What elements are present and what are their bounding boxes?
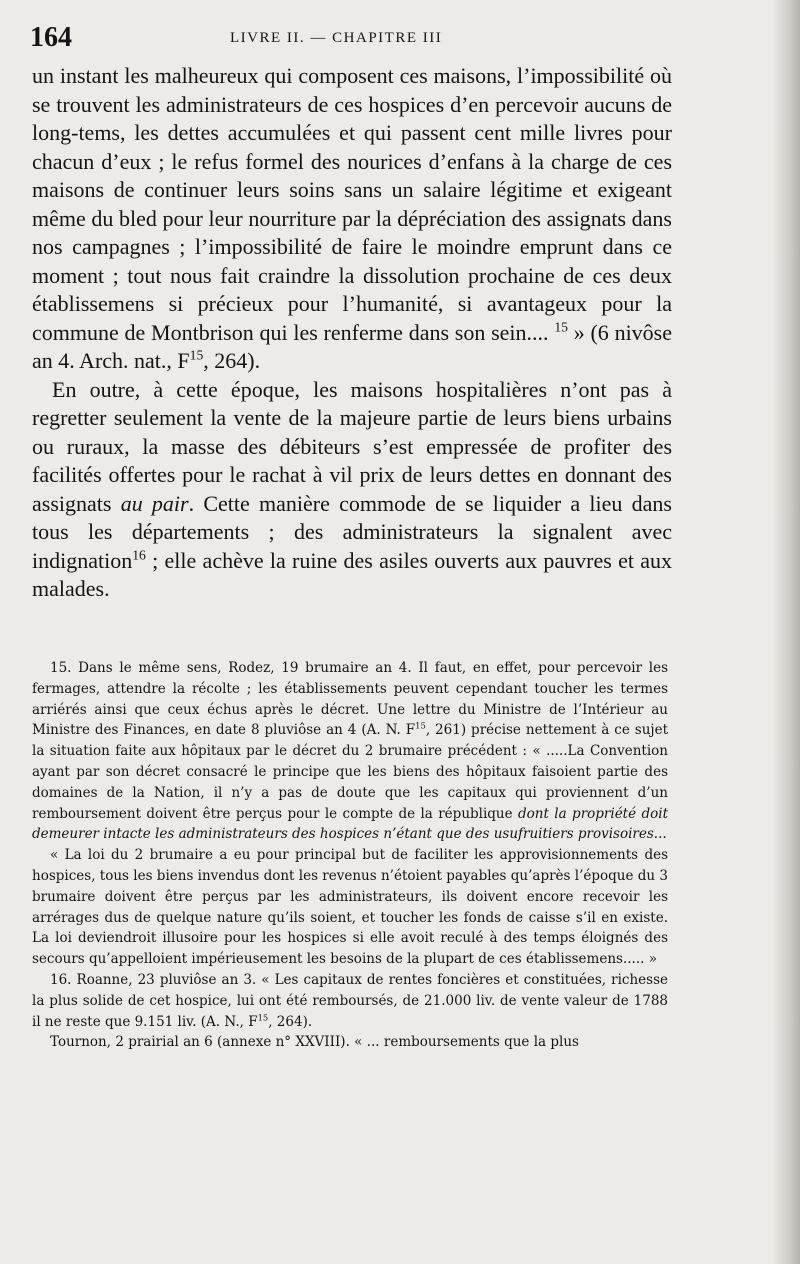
superscript-15: 15 [189, 347, 204, 363]
footnote-16-text-a: 16. Roanne, 23 pluviôse an 3. « Les capitaux de rentes foncières et constituées, richesse la plus solide de cet hospice, lui ont été remboursés, de 21.000 liv. de vente valeur de 1788 il ne reste que 9.151 liv. (A. N., F [32, 971, 668, 1030]
footnote-15 [32, 658, 668, 845]
footnote-16-superscript: 15 [257, 1012, 269, 1023]
paragraph-2 [32, 376, 672, 604]
footnote-15-text-a: 15. Dans le même sens, Rodez, 19 brumaire an 4. Il faut, en effet, pour percevoir les fermages, attendre la récolte ; les établissements peuvent cependant toucher les termes arriérés ainsi que ceux échus après le décret. Une lettre du Ministre de l’Intérieur au Ministre des Finances, en date 8 pluviôse an 4 (A. N. F [32, 660, 668, 739]
paragraph-2-italic: au pair [120, 490, 189, 516]
page-edge-shadow [772, 0, 800, 1264]
main-text [32, 62, 672, 604]
running-head: LIVRE II. — CHAPITRE III [230, 30, 443, 46]
footnote-16-continuation: Tournon, 2 prairial an 6 (annexe n° XXVIII). « ... remboursements que la plus [50, 1034, 579, 1051]
paragraph-1-citation: » (6 nivôse an 4. Arch. nat., F [32, 319, 673, 373]
footnote-16 [32, 970, 668, 1032]
footnote-ref-16: 16 [132, 547, 146, 563]
paragraph-1-text: un instant les malheureux qui composent ces maisons, l’impossibilité où se trouvent les administrateurs de ces hospices d’en percevoir aucuns de long-tems, les dettes accumulées et qui passent cent mille livres pour chacun d’eux ; le refus formel des nourices d’enfans à la charge de ces maisons de continuer leurs soins sans un salaire légitime et exigeant même du bled pour leur nourriture par la dépréciation des assignats dans nos campagnes ; l’impossibilité de faire le moindre emprunt dans ce moment ; tout nous fait craindre la dissolution prochaine de ces deux établissemens si précieux pour l’humanité, si avantageux pour la commune de Montbrison qui les renferme dans son sein.... [32, 63, 672, 345]
footnote-15-italic: dont la propriété doit demeurer intacte les administrateurs des hospices n’étant que des usufruitiers provisoires... [32, 805, 668, 843]
footnote-15-text-b: , 261) précise nettement à ce sujet la situation faite aux hôpitaux par le décret du 2 brumaire précédent : « .....La Convention ayant par son décret consacré le principe que les biens des hôpitaux faisoient partie des domaines de la Nation, il n’y a pas de doute que les capitaux qui proviennent d’un remboursement doivent être perçus pour le compte de la république [32, 722, 668, 822]
paragraph-1 [32, 62, 672, 376]
paragraph-2-text-c: ; elle achève la ruine des asiles ouverts aux pauvres et aux malades. [32, 547, 672, 601]
page-header [30, 22, 670, 54]
footnote-16-text-b: , 264). [268, 1013, 313, 1030]
paragraph-2-text-a: En outre, à cette époque, les maisons hospitalières n’ont pas à regretter seulement la vente de la majeure partie de leurs biens urbains ou ruraux, la masse des débiteurs s’est empressée de profiter des facilités offertes pour le rachat à vil prix de leurs dettes en donnant des assignats [32, 376, 672, 516]
footnote-ref-15: 15 [554, 319, 568, 335]
footnote-15-superscript: 15 [415, 720, 426, 731]
footnotes [32, 658, 668, 1053]
paragraph-2-text-b: . Cette manière commode de se liquider a lieu dans tous les départements ; des administrateurs la signalent avec indignation [32, 490, 672, 573]
paragraph-1-tail: , 264). [203, 348, 261, 373]
footnote-15-continuation: « La loi du 2 brumaire a eu pour principal but de faciliter les approvisionnements des hospices, tous les biens invendus dont les revenus n’étoient payables qu’après l’époque du 3 brumaire doivent être perçus par les administrateurs, ils doivent encore recevoir les arrérages dus de quelque nature qu’ils soient, et toucher les fonds de caisse s’il en existe. La loi deviendroit illusoire pour les hospices si elle avoit reculé à des temps éloignés des secours qu’appelloient impérieusement les besoins de la plupart de ces établissemens..... » [32, 847, 668, 968]
page-number: 164 [30, 22, 72, 53]
